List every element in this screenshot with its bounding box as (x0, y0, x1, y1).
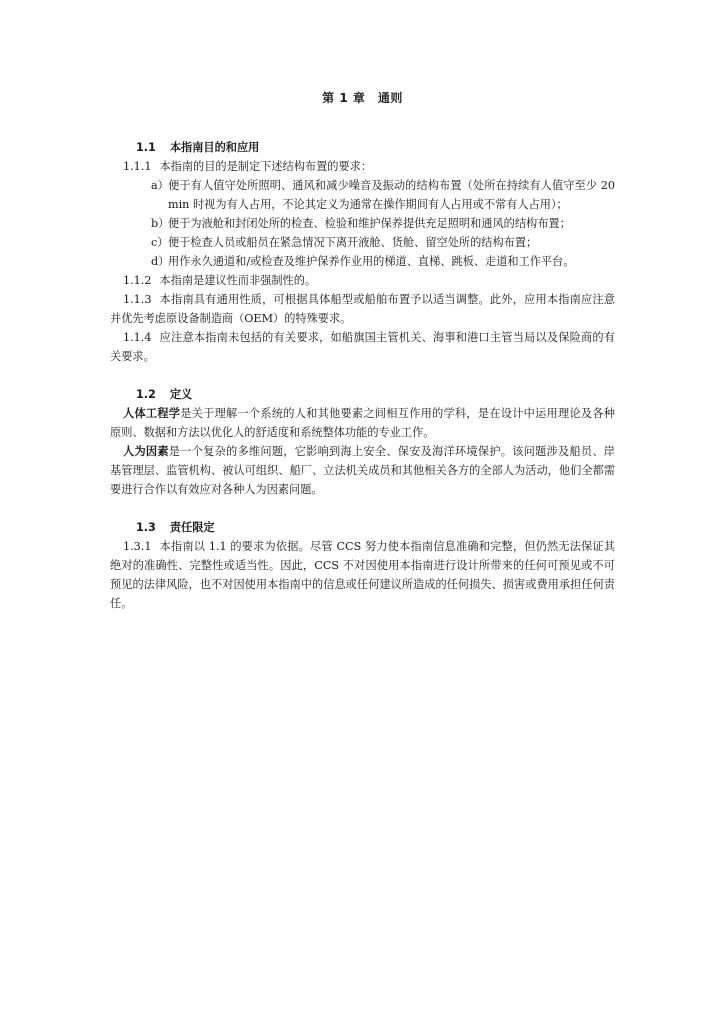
definition-text: 是关于理解一个系统的人和其他要素之间相互作用的学科，是在设计中运用理论及各种原则、数据和方法以优化人的舒适度和系统整体功能的专业工作。 (110, 407, 615, 439)
paragraph-text: 应注意本指南未包括的有关要求，如船旗国主管机关、海事和港口主管当局以及保险商的有关要求。 (110, 331, 615, 363)
paragraph-1-1-1 (110, 157, 615, 176)
definition-text: 是一个复杂的多维问题，它影响到海上安全、保安及海洋环境保护。该问题涉及船员、岸基管理层、监管机构、被认可组织、船厂、立法机关成员和其他相关各方的全部人为活动，他们全都需要进行合作以有效应对各种人为因素问题。 (110, 445, 615, 496)
section-spacer (110, 499, 615, 518)
list-marker: a） (151, 179, 169, 192)
section-title: 本指南目的和应用 (169, 141, 260, 154)
list-item-d (110, 252, 615, 271)
section-number: 1.3 (136, 521, 156, 534)
paragraph-1-1-3 (110, 290, 615, 328)
paragraph-text: 本指南的目的是制定下述结构布置的要求： (159, 160, 373, 173)
list-item-b (110, 214, 615, 233)
section-heading-1-1 (110, 138, 615, 157)
section-title: 定义 (169, 388, 193, 401)
section-number: 1.2 (136, 388, 156, 401)
paragraph-1-1-2 (110, 271, 615, 290)
paragraph-text: 本指南以 1.1 的要求为依据。尽管 CCS 努力使本指南信息准确和完整，但仍然无法保证其绝对的准确性、完整性或适当性。因此，CCS 不对因使用本指南进行设计所带来的任何可预见或不可预见的法律风险，也不对因使用本指南中的信息或任何建议所造成的任何损失、损害或费用承担任何责任。 (110, 540, 615, 610)
list-marker: c） (151, 236, 169, 249)
paragraph-1-1-4 (110, 328, 615, 366)
document-page (110, 88, 615, 613)
paragraph-number: 1.1.3 (123, 293, 152, 306)
list-marker: b） (151, 217, 170, 230)
section-heading-1-2 (110, 385, 615, 404)
list-marker: d） (151, 255, 170, 268)
paragraph-text: 本指南具有通用性质，可根据具体船型或船舶布置予以适当调整。此外，应用本指南应注意并优先考虑原设备制造商（OEM）的特殊要求。 (110, 293, 615, 325)
defined-term: 人体工程学 (123, 407, 181, 420)
paragraph-text: 本指南是建议性而非强制性的。 (159, 274, 317, 287)
paragraph-1-3-1 (110, 537, 615, 613)
defined-term: 人为因素 (123, 445, 169, 458)
list-item-c (110, 233, 615, 252)
section-spacer (110, 366, 615, 385)
paragraph-number: 1.1.1 (123, 160, 152, 173)
paragraph-number: 1.1.2 (123, 274, 152, 287)
list-item-text: 便于检查人员或船员在紧急情况下离开液舱、货舱、留空处所的结构布置； (168, 236, 538, 249)
chapter-title: 第 1 章 通则 (322, 91, 403, 105)
list-item-text: 便于为液舱和封闭处所的检查、检验和维护保养提供充足照明和通风的结构布置； (168, 217, 571, 230)
section-number: 1.1 (136, 141, 156, 154)
list-item-text: 用作永久通道和/或检查及维护保养作业用的梯道、直梯、跳板、走道和工作平台。 (168, 255, 575, 268)
paragraph-number: 1.1.4 (123, 331, 152, 344)
section-title: 责任限定 (169, 521, 215, 534)
list-item-a (110, 176, 615, 214)
definition-ergonomics (110, 404, 615, 442)
definition-human-factors (110, 442, 615, 499)
section-heading-1-3 (110, 518, 615, 537)
paragraph-number: 1.3.1 (123, 540, 152, 553)
list-item-text: 便于有人值守处所照明、通风和减少噪音及振动的结构布置（处所在持续有人值守至少 20 min 时视为有人占用，不论其定义为通常在操作期间有人占用或不常有人占用）； (168, 179, 615, 211)
